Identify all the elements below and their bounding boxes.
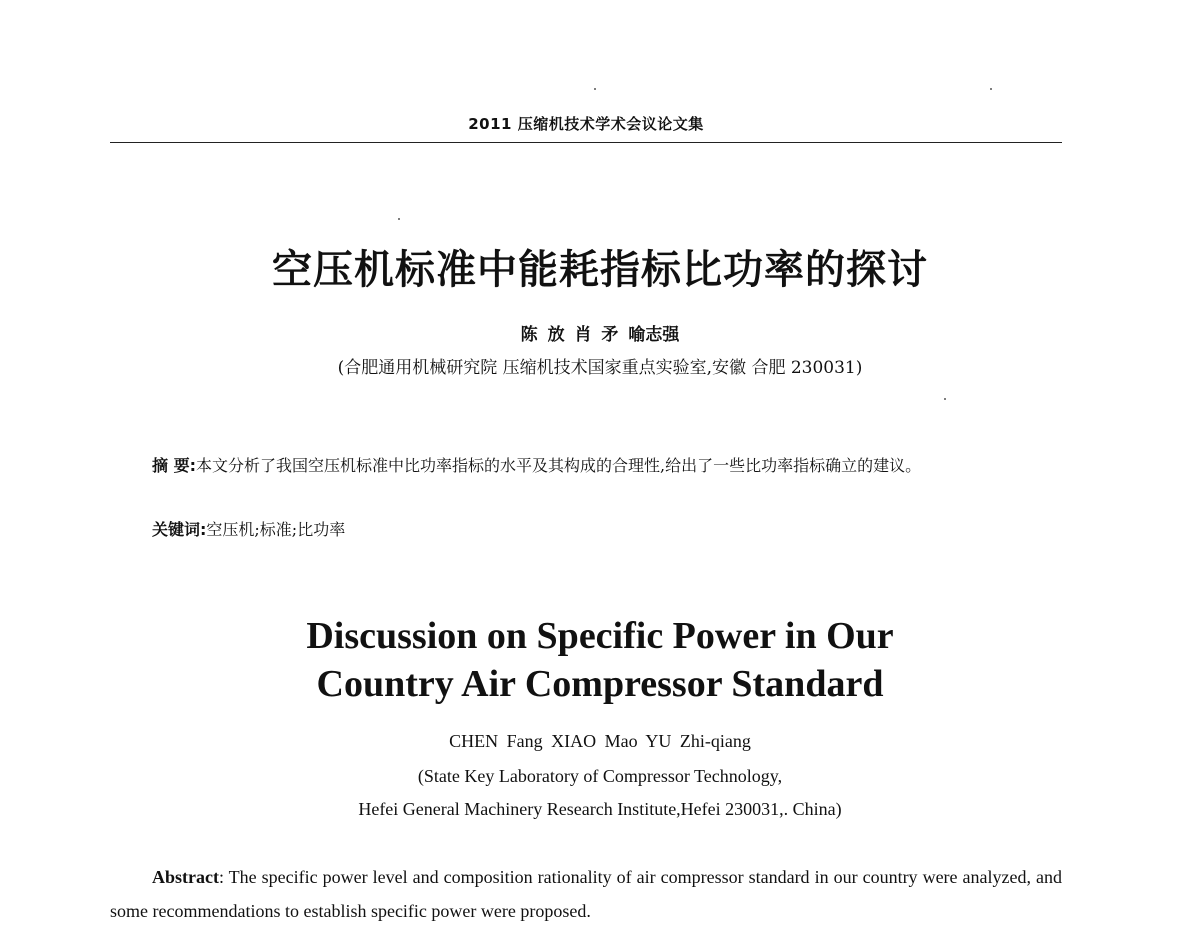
en-title (0, 612, 1200, 708)
en-authors: CHEN Fang XIAO Mao YU Zhi-qiang (449, 731, 751, 751)
en-abstract-label: Abstract (152, 867, 219, 887)
en-abstract-text: The specific power level and composition rationality of air compressor standard in our country were analyzed, and some recommendations to establish specific power were proposed. (110, 867, 1062, 921)
scan-speck (944, 398, 946, 400)
en-title-line-2: Country Air Compressor Standard (316, 663, 884, 705)
cn-abstract (110, 450, 1062, 482)
running-header: 2011 压缩机技术学术会议论文集 (468, 115, 704, 133)
cn-keywords-text: 空压机;标准;比功率 (206, 520, 346, 539)
en-affiliation-line-2: Hefei General Machinery Research Institute,Hefei 230031,. China) (358, 799, 842, 819)
cn-abstract-text: 本文分析了我国空压机标准中比功率指标的水平及其构成的合理性,给出了一些比功率指标确立的建议。 (195, 456, 922, 475)
en-abstract-sep: : (218, 867, 224, 887)
en-affiliation (0, 760, 1200, 826)
scan-speck (398, 218, 400, 220)
scan-speck (594, 88, 596, 90)
en-affiliation-line-1: (State Key Laboratory of Compressor Technology, (417, 766, 783, 786)
cn-abstract-label: 摘 要: (152, 456, 196, 475)
cn-authors: 陈 放 肖 矛 喻志强 (520, 325, 680, 345)
cn-affiliation: (合肥通用机械研究院 压缩机技术国家重点实验室,安徽 合肥 230031) (337, 358, 863, 378)
cn-title: 空压机标准中能耗指标比功率的探讨 (272, 246, 928, 293)
en-abstract (110, 860, 1062, 928)
header-rule (110, 142, 1062, 143)
en-title-line-1: Discussion on Specific Power in Our (306, 615, 894, 657)
scan-speck (990, 88, 992, 90)
cn-keywords-label: 关键词: (152, 520, 207, 539)
cn-keywords (152, 514, 345, 546)
